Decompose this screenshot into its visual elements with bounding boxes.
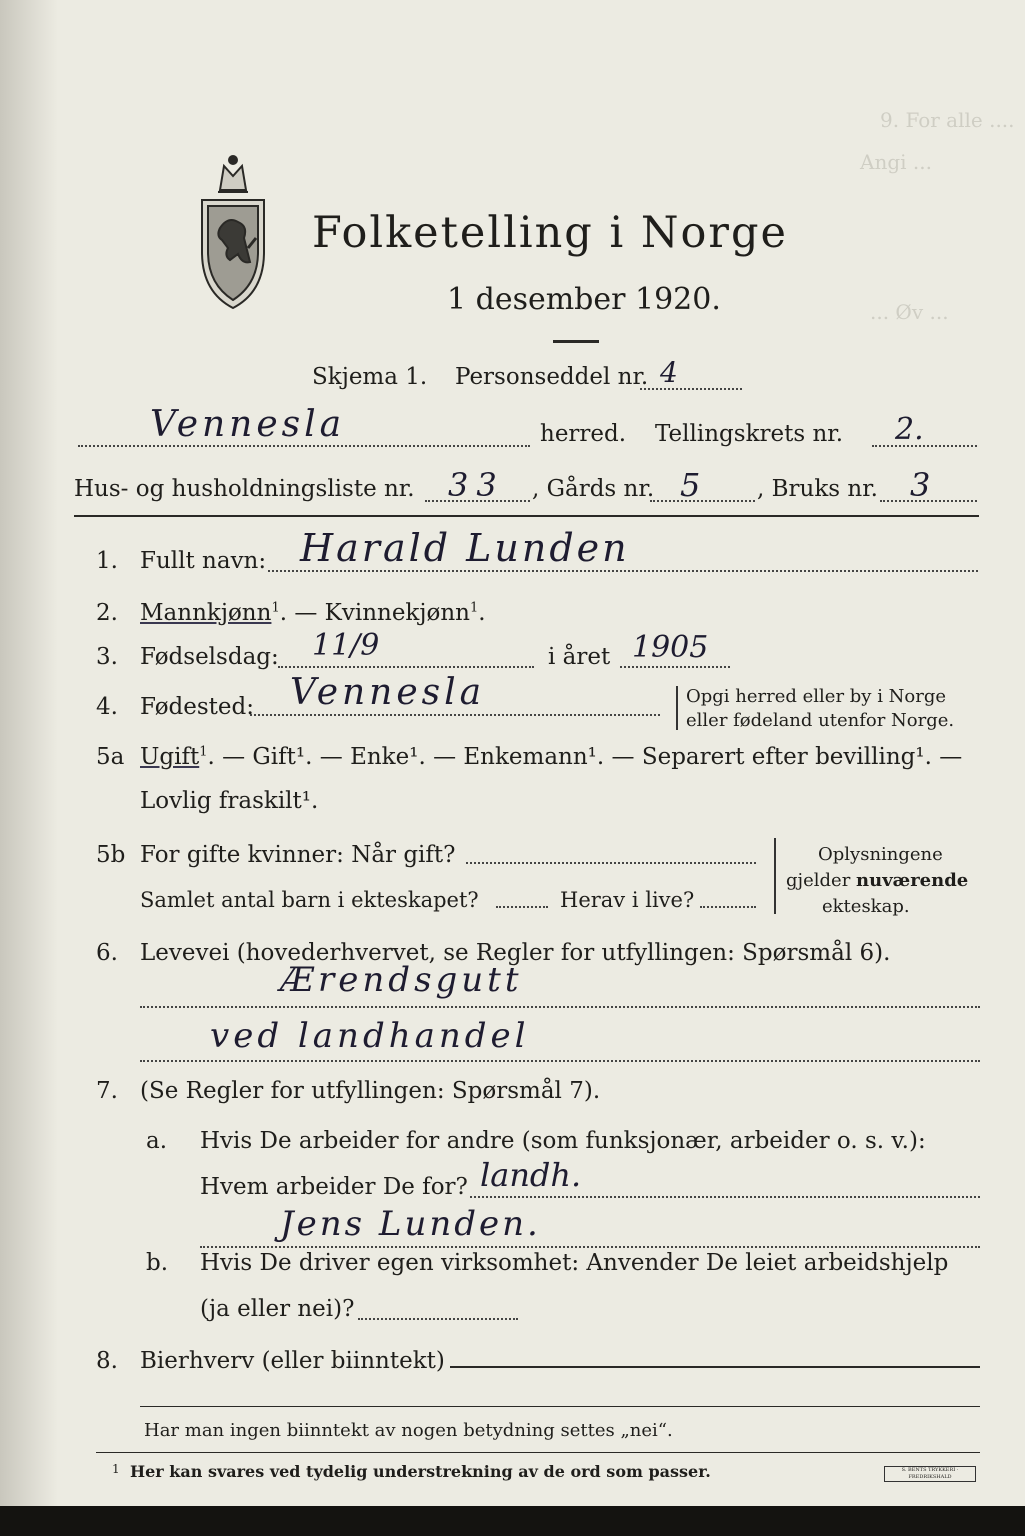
employer-value-line2: Jens Lunden. — [280, 1204, 541, 1244]
personseddel-field-line — [640, 388, 742, 390]
q4-field-line — [250, 714, 660, 716]
q4-number: 4. — [96, 694, 118, 720]
employer-value-line1: landh. — [480, 1156, 582, 1194]
q7a-field-line2 — [200, 1246, 980, 1248]
option-end: . — [478, 600, 486, 626]
birthday-value: 11/9 — [312, 628, 380, 663]
q5b-label-children: Samlet antal barn i ekteskapet? — [140, 888, 479, 912]
q5b-field-line1 — [466, 862, 756, 864]
option-female: Kvinnekjønn — [324, 600, 470, 626]
q7a-label2: Hvem arbeider De for? — [200, 1174, 468, 1200]
footnote-divider — [96, 1452, 980, 1453]
gaards-label: , Gårds nr. — [532, 476, 655, 502]
nei-note: Har man ingen biinntekt av nogen betydning settes „nei“. — [144, 1420, 673, 1441]
q5b-field-line3 — [700, 906, 756, 908]
q6-label: Levevei (hovederhvervet, se Regler for utfyllingen: Spørsmål 6). — [140, 940, 891, 966]
herred-field-line — [78, 445, 530, 447]
q1-label: Fullt navn: — [140, 548, 267, 574]
q7a-number: a. — [146, 1128, 168, 1154]
tellingskrets-value: 2. — [895, 412, 924, 447]
household-list-label: Hus- og husholdningsliste nr. — [74, 476, 415, 502]
q5a-line2: Lovlig fraskilt¹. — [140, 788, 319, 814]
q5a-number: 5a — [96, 744, 125, 770]
schema-label: Skjema 1. — [312, 364, 428, 390]
bleed-through-text: 9. For alle .... — [880, 108, 1015, 132]
bruks-label: , Bruks nr. — [757, 476, 878, 502]
birth-year-value: 1905 — [632, 630, 709, 665]
q2-options: Mannkjønn$^1$. — Kvinnekjønn$^1$. — [140, 600, 486, 626]
q6-number: 6. — [96, 940, 118, 966]
q6-field-line2 — [140, 1060, 980, 1062]
printer-stamp: S. BENTS TRYKKERI · FREDRIKSHALD — [884, 1466, 976, 1482]
occupation-value-line2: ved landhandel — [210, 1016, 530, 1056]
scan-shadow-left — [0, 0, 58, 1536]
q5b-note-line2-text: gjelder — [786, 870, 857, 891]
q7b-number: b. — [146, 1250, 169, 1276]
herred-value: Vennesla — [150, 404, 346, 445]
form-subtitle: 1 desember 1920. — [447, 282, 721, 317]
note-divider — [140, 1406, 980, 1407]
q3-year-label: i året — [548, 644, 611, 670]
q4-label: Fødested: — [140, 694, 255, 720]
scan-shadow-bottom — [0, 1506, 1025, 1536]
bruks-value: 3 — [910, 466, 931, 504]
q5b-label-alive: Herav i live? — [560, 888, 695, 912]
option-separator: . — — [279, 600, 325, 626]
q5b-field-line2 — [496, 906, 548, 908]
q7-number: 7. — [96, 1078, 118, 1104]
footnote-text: Her kan svares ved tydelig understrekning av de ord som passer. — [130, 1462, 711, 1481]
q3-field-line — [278, 666, 534, 668]
q7b-label2: (ja eller nei)? — [200, 1296, 355, 1322]
gaards-field-line — [650, 500, 755, 502]
birthplace-value: Vennesla — [290, 672, 486, 713]
q3-year-field-line — [620, 666, 730, 668]
option-male-selected: Mannkjønn — [140, 600, 272, 626]
q4-note-line1: Opgi herred eller by i Norge — [686, 686, 947, 707]
q5a-other-options: . — Gift¹. — Enke¹. — Enkemann¹. — Separert efter bevilling¹. — — [207, 744, 963, 770]
tellingskrets-field-line — [872, 445, 977, 447]
q8-field-line — [450, 1366, 980, 1368]
household-list-value: 33 — [448, 466, 505, 504]
tellingskrets-label: Tellingskrets nr. — [655, 421, 844, 447]
q5b-note-line2-bold: nuværende — [856, 870, 969, 891]
personseddel-label: Personseddel nr. — [455, 364, 649, 390]
form-title: Folketelling i Norge — [312, 208, 788, 258]
personseddel-value: 4 — [660, 356, 678, 389]
q1-number: 1. — [96, 548, 118, 574]
q4-note-line2: eller fødeland utenfor Norge. — [686, 710, 955, 731]
q7b-field-line — [358, 1318, 518, 1320]
q8-number: 8. — [96, 1348, 118, 1374]
full-name-value: Harald Lunden — [300, 526, 630, 570]
q8-label: Bierhverv (eller biinntekt) — [140, 1348, 445, 1374]
bleed-through-text: ... Øv ... — [870, 300, 949, 324]
header-divider — [74, 515, 979, 517]
q6-field-line1 — [140, 1006, 980, 1008]
footnote-mark: 1 — [112, 1462, 120, 1476]
herred-label: herred. — [540, 421, 627, 447]
q2-number: 2. — [96, 600, 118, 626]
q7a-label: Hvis De arbeider for andre (som funksjonær, arbeider o. s. v.): — [200, 1128, 926, 1154]
q5b-note-line1: Oplysningene — [818, 844, 943, 865]
q7-label: (Se Regler for utfyllingen: Spørsmål 7). — [140, 1078, 601, 1104]
option-ugift-selected: Ugift — [140, 744, 200, 770]
norway-coat-of-arms-icon — [190, 152, 276, 312]
q5b-note-line3: ekteskap. — [822, 896, 910, 917]
q5b-label-married-when: For gifte kvinner: Når gift? — [140, 842, 456, 868]
q5b-number: 5b — [96, 842, 126, 868]
occupation-value-line1: Ærendsgutt — [280, 960, 523, 1000]
q7a-field-line1 — [470, 1196, 980, 1198]
q5a-options: Ugift$^1$. — Gift¹. — Enke¹. — Enkemann¹. — Separert efter bevilling¹. — — [140, 744, 963, 770]
q4-note-brace — [676, 686, 678, 730]
q5b-note-brace — [774, 838, 776, 914]
q3-number: 3. — [96, 644, 118, 670]
q7b-label: Hvis De driver egen virksomhet: Anvender De leiet arbeidshjelp — [200, 1250, 949, 1276]
gaards-value: 5 — [680, 466, 701, 504]
q3-label: Fødselsdag: — [140, 644, 279, 670]
title-divider — [553, 340, 599, 343]
q5b-note-line2 — [786, 870, 968, 891]
q1-field-line — [268, 570, 978, 572]
bleed-through-text: Angi ... — [860, 150, 932, 174]
